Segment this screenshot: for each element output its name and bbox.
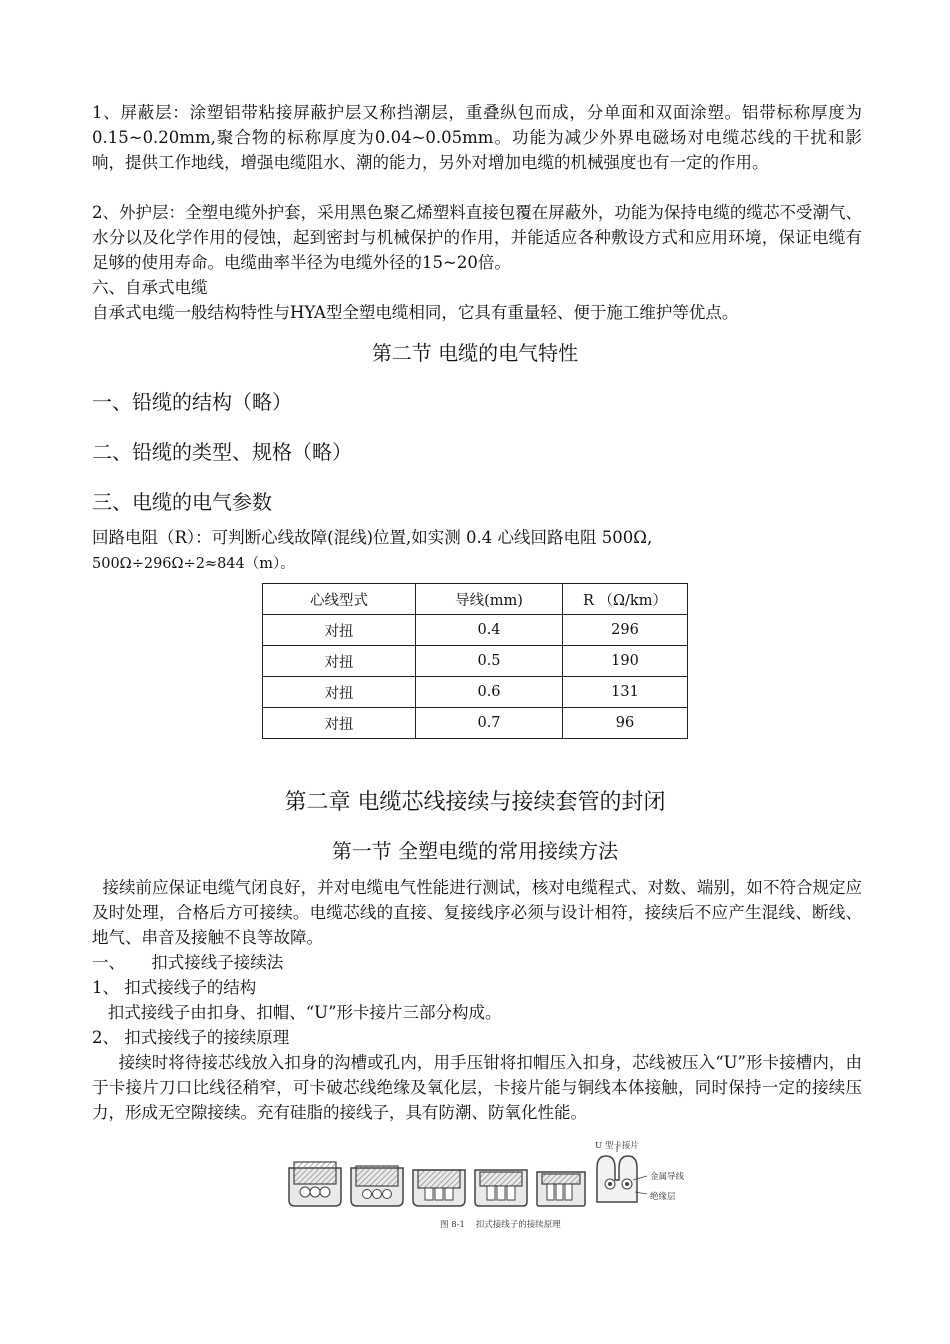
connector-stage-3 (413, 1170, 465, 1206)
table-cell: 对扭 (263, 615, 416, 646)
table-cell: 对扭 (263, 708, 416, 739)
paragraph-connector-structure: 扣式接线子由扣身、扣帽、“U”形卡接片三部分构成。 (92, 1003, 502, 1022)
heading-self-supporting-cable: 六、自承式电缆 (92, 278, 208, 297)
figure-caption: 图 8-1 扣式接线子的接续原理 (440, 1220, 561, 1230)
heading-connector-structure: 1、 扣式接线子的结构 (92, 978, 257, 997)
label-metal-wire: 金属导线 (650, 1172, 685, 1182)
connector-stage-5 (537, 1172, 585, 1206)
section-title-electrical: 第二节 电缆的电气特性 (371, 341, 579, 365)
paragraph-connector-principle: 接续时将待接芯线放入扣身的沟槽或孔内，用手压钳将扣帽压入扣身，芯线被压入“U”形卡接槽内，由于卡接片刀口比线径稍窄，可卡破芯线绝缘及氧化层，卡接片能与铜线本体接触，同时保持一定的接续压力，形成无空隙接续。充有硅脂的接线子，具有防潮、防氧化性能。 (92, 1053, 862, 1122)
paragraph-splicing-intro: 接续前应保证电缆气闭良好，并对电缆电气性能进行测试，核对电缆程式、对数、端别，如不符合规定应及时处理，合格后方可接续。电缆芯线的直接、复接线序必须与设计相符，接续后不应产生混线、断线、地气、串音及接触不良等故障。 (92, 878, 862, 947)
table-cell: 296 (563, 615, 688, 646)
u-blade-detail (597, 1146, 647, 1202)
table-row (263, 677, 688, 708)
resistance-description: 回路电阻（R）：可判断心线故障(混线)位置,如实测 0.4 心线回路电阻 500Ω, (92, 528, 653, 547)
heading-button-connector-method: 一、 扣式接线子接续法 (92, 953, 284, 972)
table-row (263, 708, 688, 739)
resistance-calculation: 500Ω÷296Ω÷2≈844（m）。 (92, 556, 295, 572)
table-row (263, 646, 688, 677)
table-cell: 96 (563, 708, 688, 739)
label-u-blade: U 型卡接片 (595, 1141, 639, 1151)
table-cell: 131 (563, 677, 688, 708)
table-cell: 0.7 (416, 708, 563, 739)
table-cell: 0.6 (416, 677, 563, 708)
label-insulation: 绝缘层 (650, 1192, 676, 1202)
connector-stage-1 (289, 1162, 341, 1206)
resistance-table (262, 583, 688, 739)
section-title-splicing: 第一节 全塑电缆的常用接续方法 (331, 839, 619, 863)
table-cell: 0.5 (416, 646, 563, 677)
paragraph-self-supporting-cable: 自承式电缆一般结构特性与HYA型全塑电缆相同，它具有重量轻、便于施工维护等优点。 (92, 303, 739, 322)
table-header-row (263, 584, 688, 615)
connector-principle-figure (285, 1140, 685, 1235)
paragraph-outer-sheath: 2、外护层：全塑电缆外护套，采用黑色聚乙烯塑料直接包覆在屏蔽外，功能为保持电缆的缆芯不受潮气、水分以及化学作用的侵蚀，起到密封与机械保护的作用，并能适应各种敷设方式和应用环境，保证电缆有足够的使用寿命。电缆曲率半径为电缆外径的15~20倍。 (92, 203, 862, 272)
item-lead-cable-types: 二、铅缆的类型、规格（略） (92, 440, 352, 464)
item-electrical-params: 三、电缆的电气参数 (92, 490, 272, 514)
table-cell: 对扭 (263, 677, 416, 708)
table-header-cell: 心线型式 (263, 584, 416, 615)
table-cell: 0.4 (416, 615, 563, 646)
heading-connector-principle: 2、 扣式接线子的接续原理 (92, 1028, 290, 1047)
item-lead-cable-structure: 一、铅缆的结构（略） (92, 390, 292, 414)
table-cell: 对扭 (263, 646, 416, 677)
table-cell: 190 (563, 646, 688, 677)
table-header-cell: R （Ω/km） (563, 584, 688, 615)
connector-stage-2 (351, 1166, 403, 1206)
table-header-cell: 导线(mm) (416, 584, 563, 615)
paragraph-shield-layer: 1、屏蔽层：涂塑铝带粘接屏蔽护层又称挡潮层，重叠纵包而成，分单面和双面涂塑。铝带标称厚度为0.15~0.20mm,聚合物的标称厚度为0.04~0.05mm。功能为减少外界电磁场对电缆芯线的干扰和影响，提供工作地线，增强电缆阻水、潮的能力，另外对增加电缆的机械强度也有一定的作用。 (92, 103, 862, 172)
chapter-title: 第二章 电缆芯线接续与接续套管的封闭 (284, 790, 666, 815)
connector-stage-4 (475, 1170, 527, 1206)
table-row (263, 615, 688, 646)
